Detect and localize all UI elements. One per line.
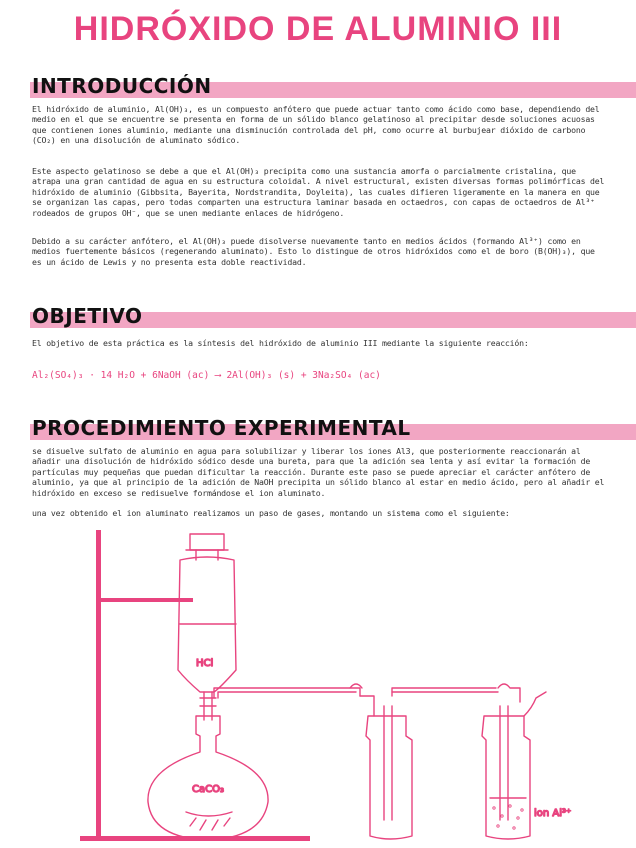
section-heading-objective: OBJETIVO: [32, 304, 143, 328]
ion-label: ion Al³⁺: [534, 808, 572, 819]
objective-paragraph: El objetivo de esta práctica es la síntesis del hidróxido de aluminio III mediante la siguiente reacción:: [32, 338, 529, 348]
section-heading-intro: INTRODUCCIÓN: [32, 74, 212, 98]
reaction-equation: Al₂(SO₄)₃ · 14 H₂O + 6NaOH (ac) ⟶ 2Al(OH)₃ (s) + 3Na₂SO₄ (ac): [32, 370, 381, 381]
gas-apparatus-diagram: [0, 520, 636, 848]
intro-paragraph-2: Este aspecto gelatinoso se debe a que el Al(OH)₃ precipita como una sustancia amorfa o parcialmente cristalina, que atrapa una gran cantidad de agua en su estructura coloidal. A nivel estructural, existen diversas formas polimórficas del hidróxido de aluminio (Gibbsita, Bayerita, Nordstrandita, Doyleita), las cuales difieren ligeramente en la manera en que se organizan las capas, pero todas comparten una estructura laminar basada en octaedros, con capas de octaedros de Al³⁺ rodeados de grupos OH⁻, que se unen mediante enlaces de hidrógeno.: [32, 166, 605, 218]
procedure-paragraph-2: una vez obtenido el ion aluminato realizamos un paso de gases, montando un sistema como el siguiente:: [32, 508, 510, 518]
funnel-label: HCl: [196, 658, 214, 669]
intro-paragraph-1: El hidróxido de aluminio, Al(OH)₃, es un compuesto anfótero que puede actuar tanto como ácido como base, dependiendo del medio en el que se encuentre se presenta en forma de un sólido blanco gelatinoso al precipitar desde soluciones acuosas que contienen iones aluminio, mediante una disminución controlada del pH, como ocurre al burbujear dióxido de carbono (CO₂) en una disolución de aluminato sódico.: [32, 104, 600, 146]
gas-bubbler-1: [366, 706, 412, 839]
procedure-paragraph-1: se disuelve sulfato de aluminio en agua para solubilizar y liberar los iones Al3, que posteriormente reaccionarán al añadir una disolución de hidróxido sódico desde una bureta, para que la adición sea lenta y así evitar la formación de partículas muy pequeñas que puedan dificultar la reacción. Durante este paso se puede apreciar el carácter anfótero de aluminio, ya que al principio de la adición de NaOH precipita un sólido blanco al estar en medio ácido, pero al añadir el hidróxido en exceso se redisuelve formándose el ion aluminato.: [32, 446, 605, 498]
round-bottom-flask: [148, 716, 268, 840]
section-heading-procedure: PROCEDIMIENTO EXPERIMENTAL: [32, 416, 411, 440]
connection-tube: [214, 684, 520, 716]
intro-paragraph-3: Debido a su carácter anfótero, el Al(OH)₃ puede disolverse nuevamente tanto en medios ácidos (formando Al³⁺) como en medios fuertemente básicos (regenerando aluminato). Esto lo distingue de otros hidróxidos como el de boro (B(OH)₃), que es un ácido de Lewis y no presenta esta doble reactividad.: [32, 236, 595, 267]
flask-label: CaCO₃: [192, 784, 224, 795]
page-title: HIDRÓXIDO DE ALUMINIO III: [73, 10, 563, 48]
